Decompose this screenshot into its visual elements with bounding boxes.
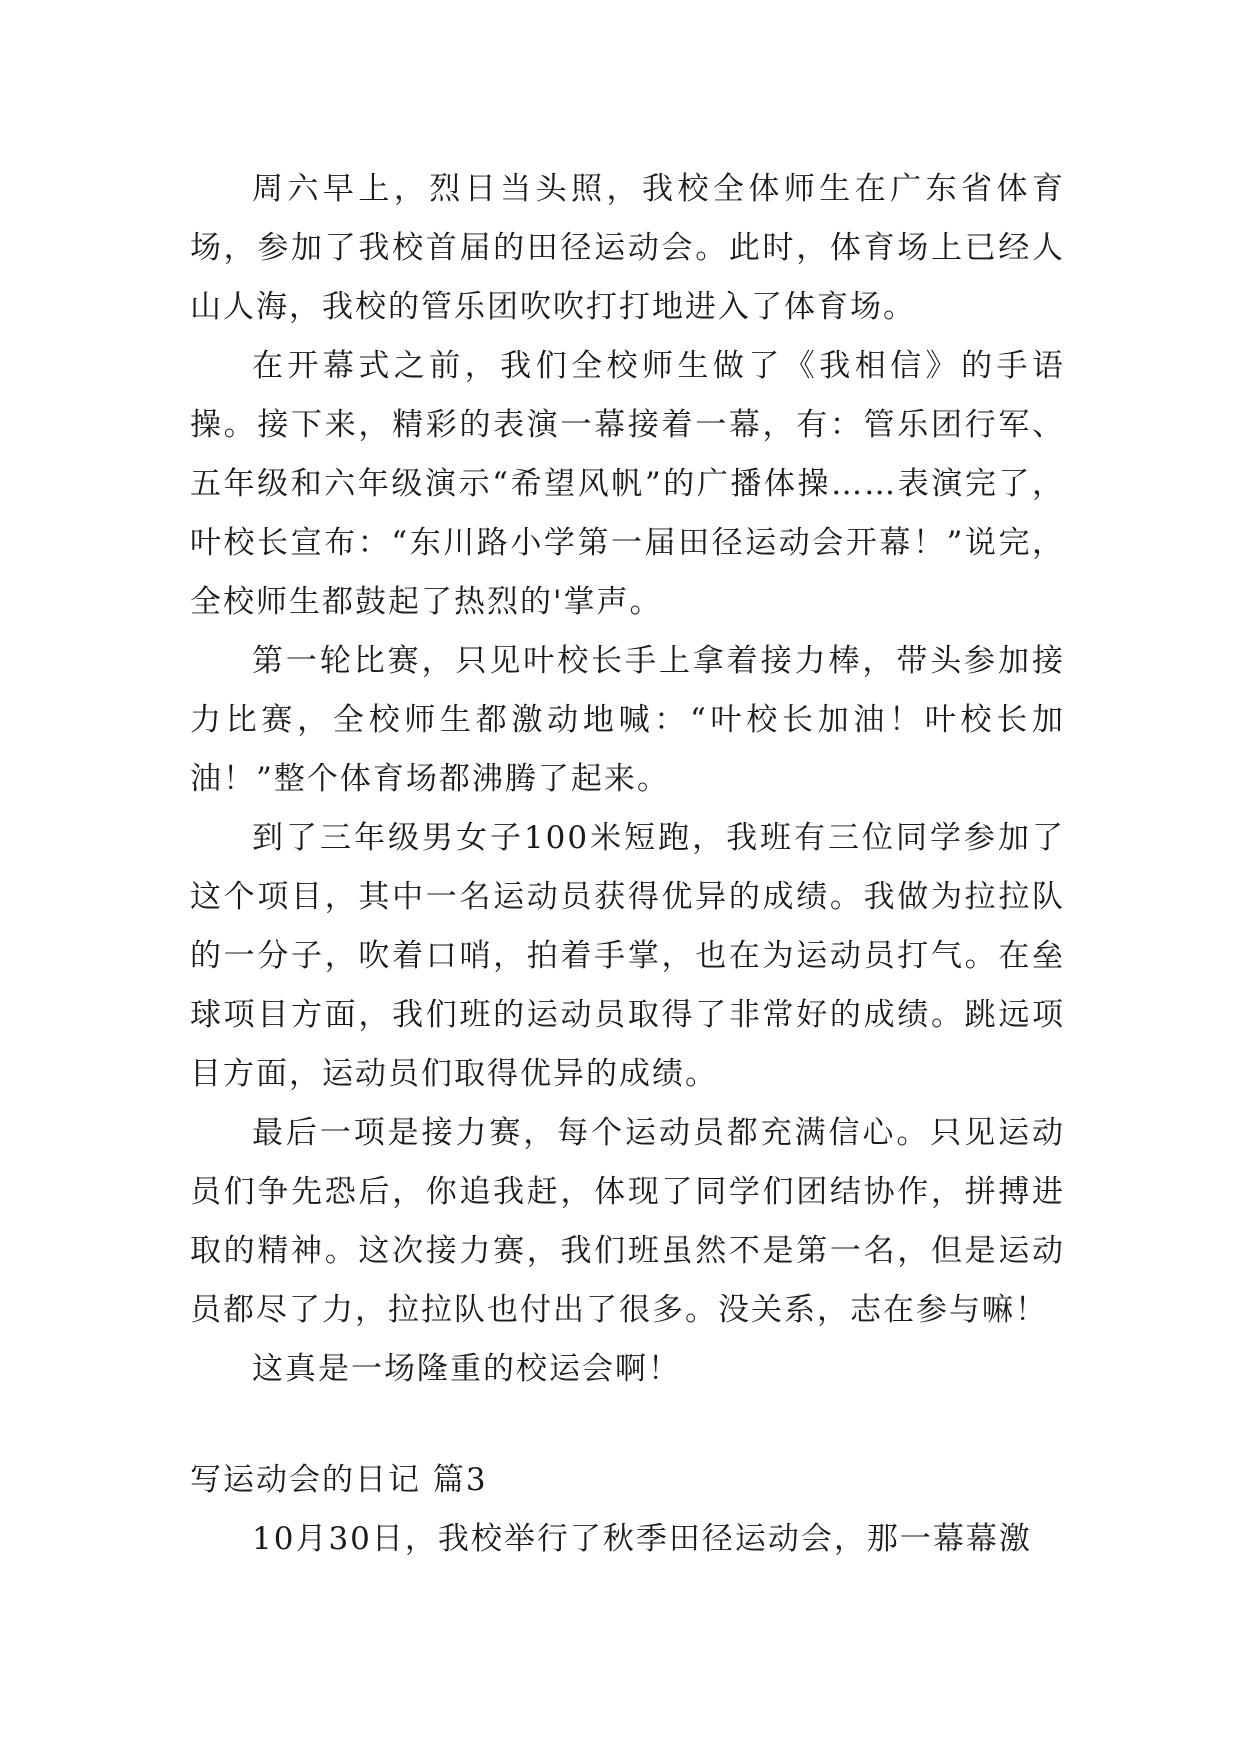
paragraph-opening: 周六早上，烈日当头照，我校全体师生在广东省体育场，参加了我校首届的田径运动会。此时，体育场上已经人山人海，我校的管乐团吹吹打打地进入了体育场。 <box>190 171 1065 325</box>
paragraph-opening-ceremony: 在开幕式之前，我们全校师生做了《我相信》的手语操。接下来，精彩的表演一幕接着一幕，有：管乐团行军、五年级和六年级演示“希望风帆”的广播体操……表演完了，叶校长宣布：“东川路小学第一届田径运动会开幕！”说完，全校师生都鼓起了热烈的'掌声。 <box>190 348 1065 620</box>
paragraph-relay: 最后一项是接力赛，每个运动员都充满信心。只见运动员们争先恐后，你追我赶，体现了同学们团结协作，拼搏进取的精神。这次接力赛，我们班虽然不是第一名，但是运动员都尽了力，拉拉队也付出了很多。没关系，志在参与嘛！ <box>190 1115 1065 1328</box>
paragraph-first-race: 第一轮比赛，只见叶校长手上拿着接力棒，带头参加接力比赛，全校师生都激动地喊：“叶校长加油！叶校长加油！”整个体育场都沸腾了起来。 <box>190 643 1065 797</box>
document-body <box>190 160 1065 1569</box>
section-heading: 写运动会的日记 篇3 <box>190 1462 488 1498</box>
paragraph-closing: 这真是一场隆重的校运会啊！ <box>252 1351 681 1387</box>
paragraph-section-start: 10月30日，我校举行了秋季田径运动会，那一幕幕激 <box>252 1521 1032 1557</box>
paragraph-sprint: 到了三年级男女子100米短跑，我班有三位同学参加了这个项目，其中一名运动员获得优异的成绩。我做为拉拉队的一分子，吹着口哨，拍着手掌，也在为运动员打气。在垒球项目方面，我们班的运动员取得了非常好的成绩。跳远项目方面，运动员们取得优异的成绩。 <box>190 820 1065 1092</box>
